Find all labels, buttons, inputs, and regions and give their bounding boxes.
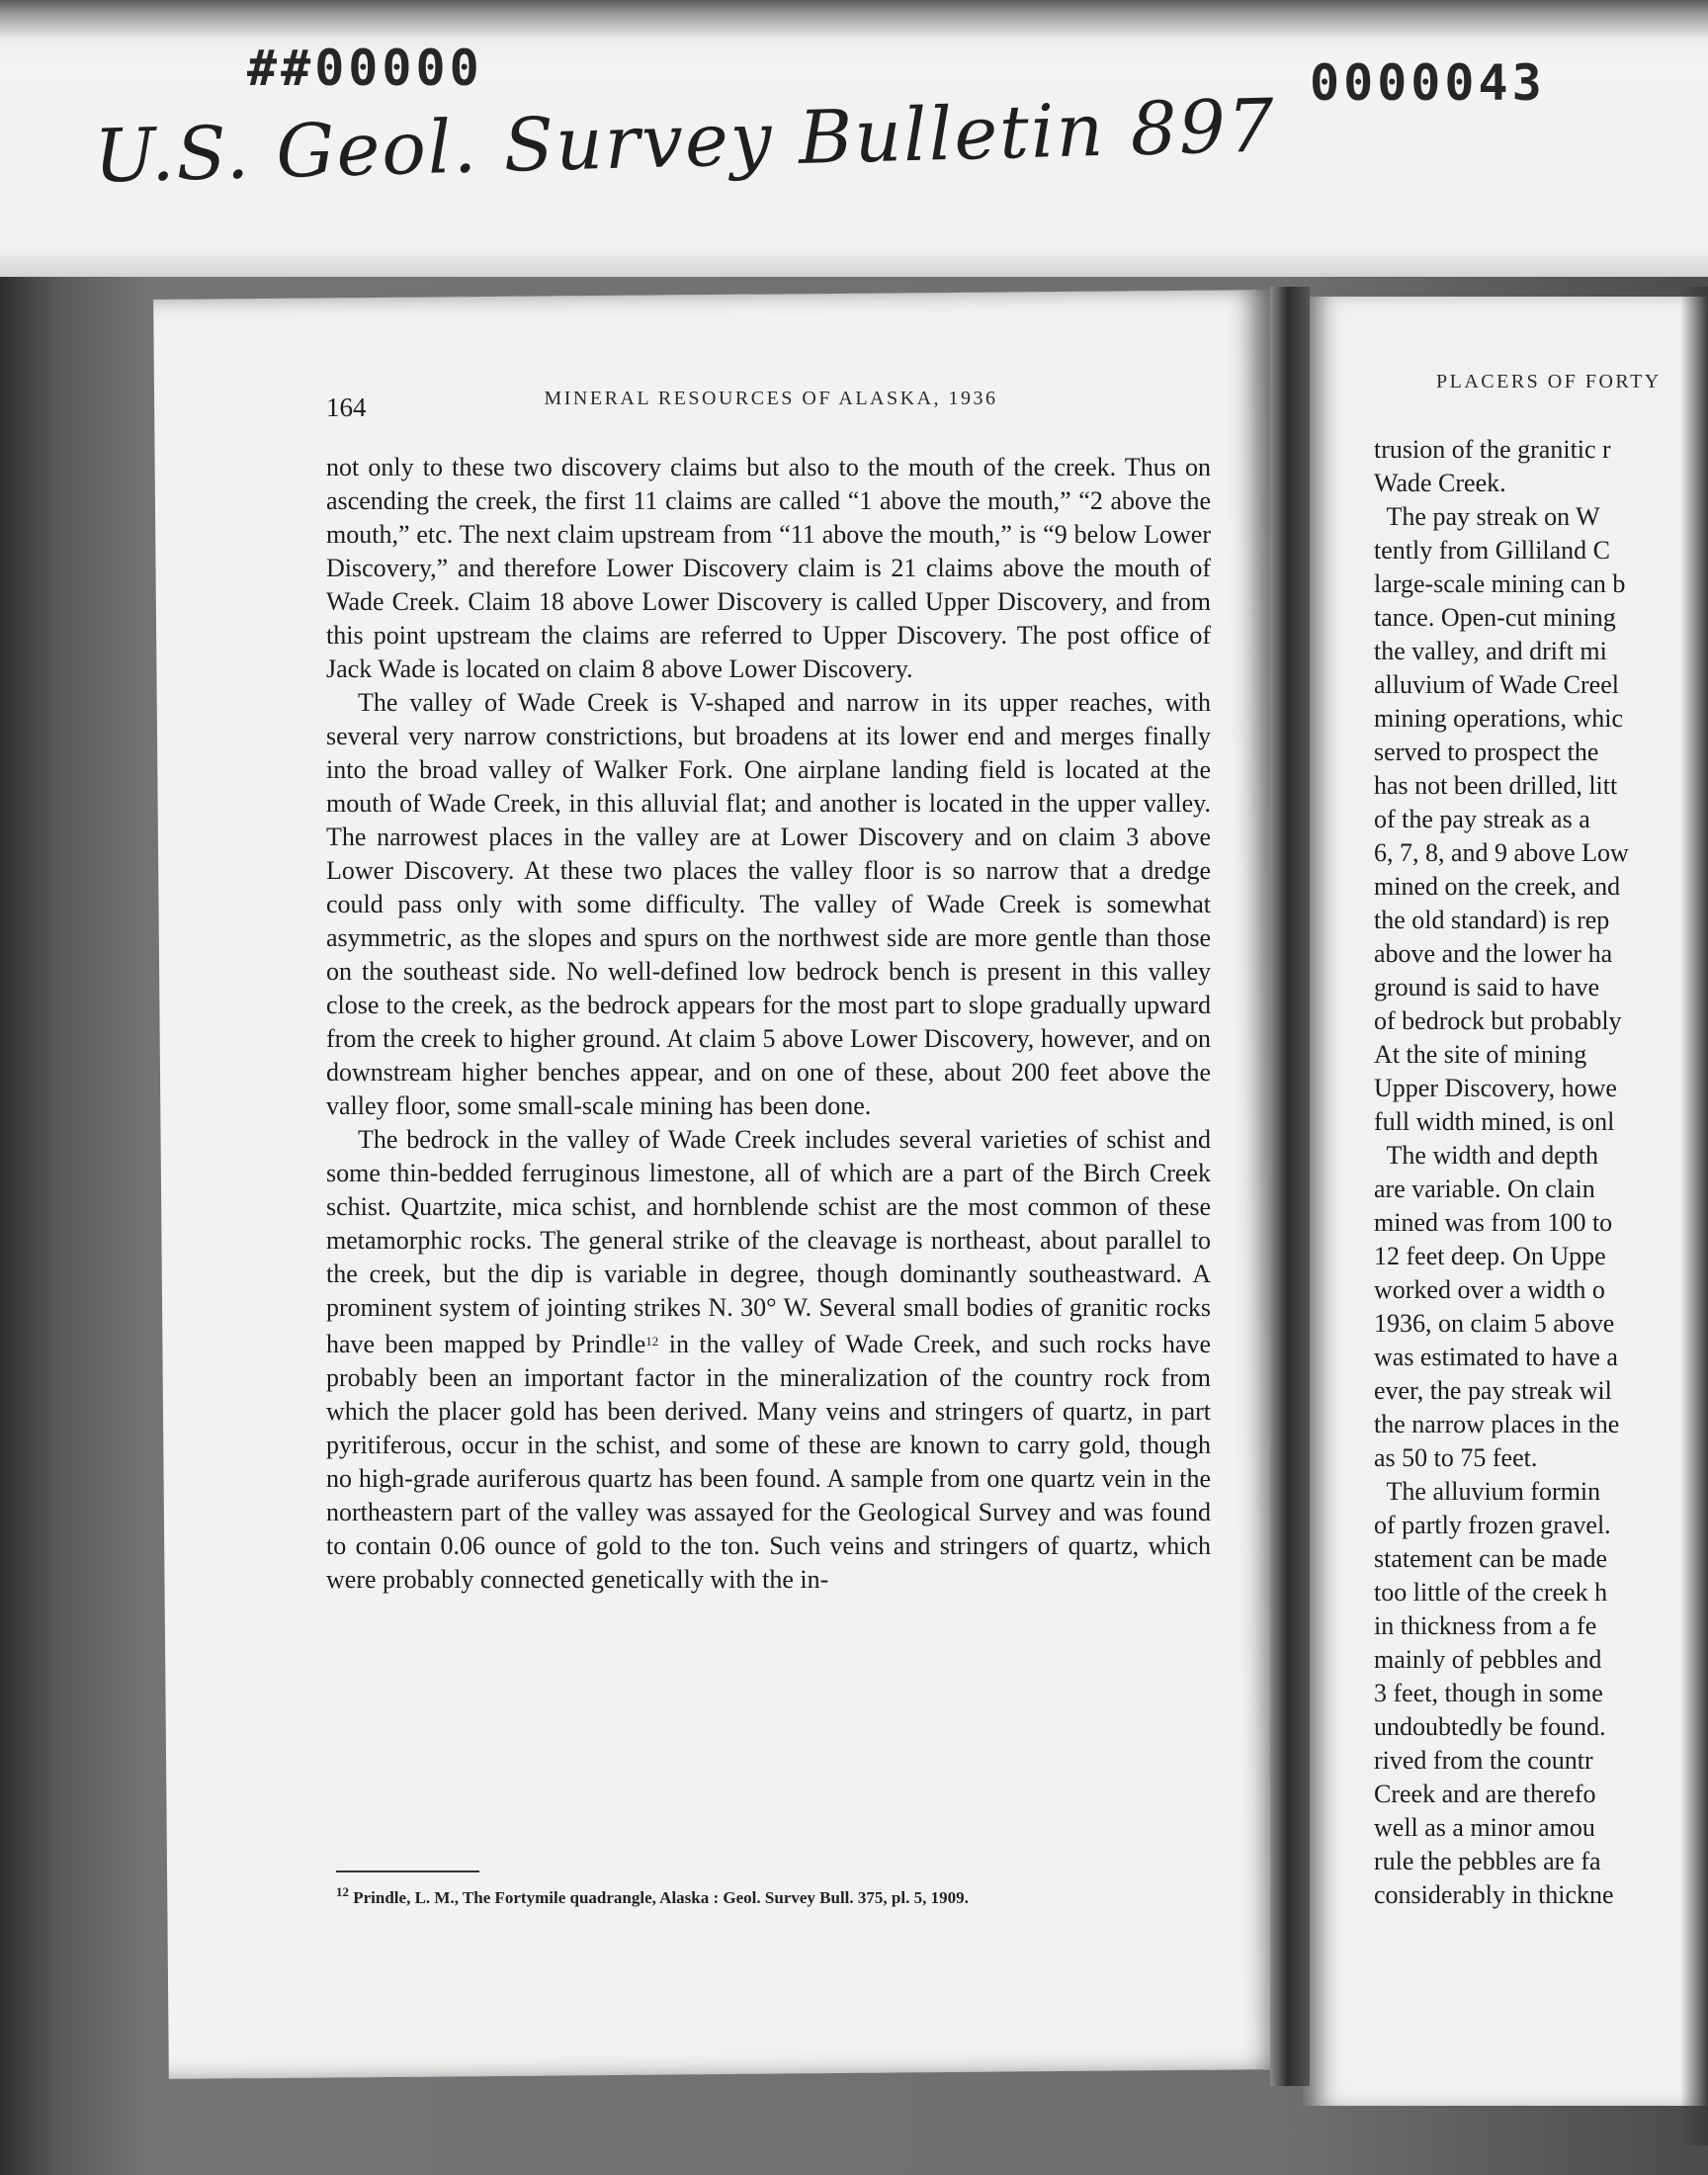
page-number: 164 — [326, 392, 367, 422]
right-text-line: mainly of pebbles and — [1374, 1645, 1602, 1674]
right-text-line: well as a minor amou — [1374, 1813, 1595, 1842]
footnote-rule — [336, 1870, 479, 1872]
footnote-mark: 12 — [336, 1884, 349, 1899]
right-text-line: of bedrock but probably — [1374, 1006, 1622, 1035]
right-text-line: The alluvium formin — [1374, 1477, 1601, 1506]
right-text-line: tently from Gilliland C — [1374, 536, 1611, 565]
right-text-line: At the site of mining — [1374, 1040, 1587, 1069]
right-text-line: mined on the creek, and — [1374, 872, 1621, 901]
right-text-line: the valley, and drift mi — [1374, 637, 1607, 665]
right-text-line: above and the lower ha — [1374, 939, 1613, 968]
right-text-line: of partly frozen gravel. — [1374, 1511, 1611, 1539]
right-text-line: Upper Discovery, howe — [1374, 1074, 1617, 1102]
paragraph-3 — [326, 1123, 1211, 1597]
right-text-line: large-scale mining can b — [1374, 569, 1626, 598]
footnote-text: Prindle, L. M., The Fortymile quadrangle, Alaska : Geol. Survey Bull. 375, pl. 5, 1909. — [353, 1888, 969, 1907]
footnote — [336, 1884, 1226, 1908]
paragraph-1: not only to these two discovery claims but also to the mouth of the creek. Thus on ascending the creek, the first 11 claims are called “1 above the mouth,” “2 above the mouth,” etc. The next claim upstream from “11 above the mouth,” is “9 below Lower Discovery,” and therefore Lower Discovery claim is 21 claims above the mouth of Wade Creek. Claim 18 above Lower Discovery is called Upper Discovery, and from this point upstream the claims are referred to Upper Discovery. The post office of Jack Wade is located on claim 8 above Lower Discovery. — [326, 453, 1211, 683]
archive-tag-right: 0000043 — [1310, 54, 1546, 112]
right-text-line: considerably in thickne — [1374, 1880, 1614, 1909]
right-text-line: mining operations, whic — [1374, 704, 1624, 733]
right-text-line: in thickness from a fe — [1374, 1611, 1597, 1640]
right-text-line: too little of the creek h — [1374, 1578, 1608, 1607]
right-text-line: 3 feet, though in some — [1374, 1679, 1603, 1707]
right-text-line: statement can be made — [1374, 1544, 1608, 1573]
right-text-line: Wade Creek. — [1374, 469, 1506, 497]
paragraph-3-continued: in the valley of Wade Creek, and such rocks have probably been an important factor in the mineralization of the country rock from which the placer gold has been derived. Many veins and stringers of quartz, in part pyritiferous, occur in the schist, and some of these are known to carry gold, though no high-grade auriferous quartz has been found. A sample from one quartz vein in the northeastern part of the valley was assayed for the Geological Survey and was found to contain 0.06 ounce of gold to the ton. Such veins and stringers of quartz, which were probably connected genetically with the in- — [326, 1330, 1211, 1594]
right-text-line: trusion of the granitic r — [1374, 435, 1611, 464]
footnote-reference: 12 — [645, 1334, 659, 1348]
right-text-line: served to prospect the — [1374, 738, 1599, 766]
handwritten-title: U.S. Geol. Survey Bulletin 897 — [93, 83, 1277, 200]
right-text-line: 1936, on claim 5 above — [1374, 1309, 1615, 1338]
archive-tag-left: ##00000 — [247, 40, 483, 97]
right-text-line: worked over a width o — [1374, 1275, 1605, 1304]
paragraph-2: The valley of Wade Creek is V-shaped and narrow in its upper reaches, with several very narrow constrictions, but broadens at its lower end and merges finally into the broad valley of Walker Fork. One airplane landing field is located at the mouth of Wade Creek, in this alluvial flat; and another is located in the upper valley. The narrowest places in the valley are at Lower Discovery and on claim 3 above Lower Discovery. At these two places the valley floor is so narrow that a dredge could pass only with some difficulty. The valley of Wade Creek is somewhat asymmetric, as the slopes and spurs on the northwest side are more gentle than those on the southeast side. No well-defined low bedrock bench is present in this valley close to the creek, as the bedrock appears for the most part to slope gradually upward from the creek to higher ground. At claim 5 above Lower Discovery, however, and on downstream higher benches appear, and on one of these, about 200 feet above the valley floor, some small-scale mining has been done. — [326, 688, 1211, 1120]
left-text-column — [326, 451, 1211, 1597]
right-text-line: as 50 to 75 feet. — [1374, 1443, 1538, 1472]
right-running-head: PLACERS OF FORTY — [1436, 371, 1662, 392]
right-text-line: tance. Open-cut mining — [1374, 603, 1616, 632]
right-text-line: Creek and are therefo — [1374, 1780, 1596, 1808]
right-text-line: rule the pebbles are fa — [1374, 1847, 1601, 1875]
right-text-line: ground is said to have — [1374, 973, 1600, 1001]
running-head: MINERAL RESOURCES OF ALASKA, 1936 — [544, 388, 998, 409]
right-text-line: 12 feet deep. On Uppe — [1374, 1242, 1606, 1270]
right-text-column — [1374, 433, 1708, 1912]
right-text-line: the narrow places in the — [1374, 1410, 1620, 1438]
right-text-line: rived from the countr — [1374, 1746, 1593, 1775]
right-text-line: ever, the pay streak wil — [1374, 1376, 1612, 1405]
book-gutter — [1270, 287, 1310, 2086]
right-text-line: full width mined, is onl — [1374, 1107, 1615, 1136]
right-text-line: 6, 7, 8, and 9 above Low — [1374, 838, 1629, 867]
right-text-line: the old standard) is rep — [1374, 906, 1610, 934]
right-text-line: mined was from 100 to — [1374, 1208, 1613, 1237]
paragraph-3-text: The bedrock in the valley of Wade Creek includes several varieties of schist and some thin-bedded ferruginous limestone, all of which are a part of the Birch Creek schist. Quartzite, mica schist, and hornblende schist are the most common of these metamorphic rocks. The general strike of the cleavage is northeast, about parallel to the creek, but the dip is variable in degree, though dominantly southeastward. A prominent system of jointing strikes N. 30° W. Several small bodies of granitic rocks have been mapped by Prindle — [326, 1125, 1211, 1358]
right-text-line: The pay streak on W — [1374, 502, 1600, 531]
right-text-line: undoubtedly be found. — [1374, 1712, 1606, 1741]
right-text-line: was estimated to have a — [1374, 1343, 1618, 1371]
right-text-line: are variable. On clain — [1374, 1174, 1595, 1203]
right-text-line: The width and depth — [1374, 1141, 1598, 1170]
right-text-line: of the pay streak as a — [1374, 805, 1590, 833]
right-text-line: has not been drilled, litt — [1374, 771, 1618, 800]
right-text-line: alluvium of Wade Creel — [1374, 670, 1619, 699]
